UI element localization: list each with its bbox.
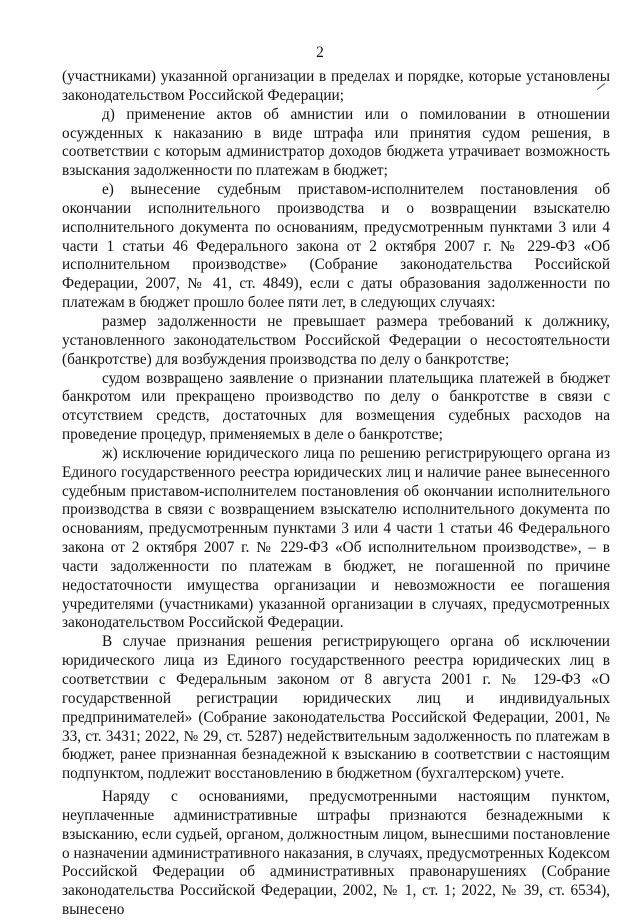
paragraph-continuation: (участниками) указанной организации в пределах и порядке, которые установлены законодательством Российской Федерации; <box>62 68 610 104</box>
paragraph-administrative-fines: Наряду с основаниями, предусмотренными настоящим пунктом, неуплаченные административные штрафы признаются безнадежными к взысканию, если судьей, органом, должностным лицом, вынесшими постановление о назначении административного наказания, в случаях, предусмотренных Кодексом Российской Федерации об административных правонарушениях (Собрание законодательства Российской Федерации, 2002, № 1, ст. 1; 2022, № 39, ст. 6534), вынесено <box>62 788 610 919</box>
paragraph-item-d: д) применение актов об амнистии или о помиловании в отношении осужденных к наказанию в виде штрафа или принятия судом решения, в соответствии с которым администратор доходов бюджета утрачивает возможность взыскания задолженности по платежам в бюджет; <box>62 105 610 180</box>
paragraph-item-zh: ж) исключение юридического лица по решению регистрирующего органа из Единого государственного реестра юридических лиц и наличие ранее вынесенного судебным приставом-исполнителем постановления об окончании исполнительного производства в связи с возвращением взыскателю исполнительного документа по основаниям, предусмотренным пунктами 3 или 4 части 1 статьи 46 Федерального закона от 2 октября 2007 г. № 229-ФЗ «Об исполнительном производстве», – в части задолженности по платежам в бюджет, не погашенной по причине недостаточности имущества организации и невозможности ее погашения учредителями (участниками) указанной организации в случаях, предусмотренных законодательством Российской Федерации. <box>62 444 610 632</box>
paragraph-case-bankruptcy: судом возвращено заявление о признании плательщика платежей в бюджет банкротом или прекращено производство по делу о банкротстве в связи с отсутствием средств, достаточных для возмещения судебных расходов на проведение процедур, применяемых в деле о банкротстве; <box>62 369 610 444</box>
document-body <box>62 68 610 920</box>
page-number: 2 <box>316 44 324 61</box>
paragraph-invalid-decision: В случае признания решения регистрирующего органа об исключении юридического лица из Единого государственного реестра юридических лиц в соответствии с Федеральным законом от 8 августа 2001 г. № 129-ФЗ «О государственной регистрации юридических лиц и индивидуальных предпринимателей» (Собрание законодательства Российской Федерации, 2001, № 33, ст. 3431; 2022, № 29, ст. 5287) недействительным задолженность по платежам в бюджет, ранее признанная безнадежной к взысканию в соответствии с настоящим подпунктом, подлежит восстановлению в бюджетном (бухгалтерском) учете. <box>62 633 610 783</box>
paragraph-case-debt-size: размер задолженности не превышает размера требований к должнику, установленного законодательством Российской Федерации о несостоятельности (банкротстве) для возбуждения производства по делу о банкротстве; <box>62 312 610 368</box>
paragraph-item-e: е) вынесение судебным приставом-исполнителем постановления об окончании исполнительного производства и о возвращении взыскателю исполнительного документа по основаниям, предусмотренным пунктами 3 или 4 части 1 статьи 46 Федерального закона от 2 октября 2007 г. № 229-ФЗ «Об исполнительном производстве» (Собрание законодательства Российской Федерации, 2007, № 41, ст. 4849), если с даты образования задолженности по платежам в бюджет прошло более пяти лет, в следующих случаях: <box>62 181 610 312</box>
